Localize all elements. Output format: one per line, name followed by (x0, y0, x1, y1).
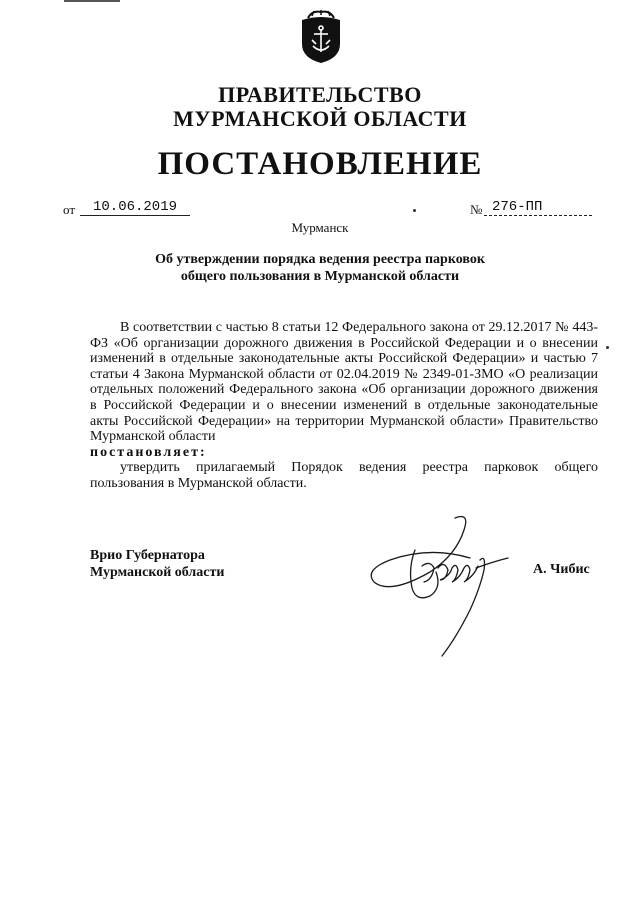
document-type-title: ПОСТАНОВЛЕНИЕ (157, 146, 483, 182)
preamble-paragraph: В соответствии с частью 8 статьи 12 Федерального закона от 29.12.2017 № 443-ФЗ «Об организации дорожного движения в Российской Федерации и о внесении изменений в отдельные законодательные акты Российской Федерации» и частью 7 статьи 4 Закона Мурманской области от 02.04.2019 № 2349-01-ЗМО «О реализации отдельных положений Федерального закона «Об организации дорожного движения в Российской Федерации и о внесении изменений в отдельные законодательные акты Российской Федерации» на территории Мурманской области» Правительство Мурманской области (90, 320, 598, 445)
scan-speck (606, 346, 609, 349)
resolution-paragraph: утвердить прилагаемый Порядок ведения реестра парковок общего пользования в Мурманской области. (90, 460, 598, 491)
date-label: от (63, 202, 76, 217)
document-date: 10.06.2019 (80, 199, 190, 216)
subject-line1: Об утверждении порядка ведения реестра парковок (155, 252, 485, 267)
signatory-position (90, 547, 224, 581)
coat-of-arms-icon (300, 10, 342, 64)
handwritten-signature (360, 510, 540, 660)
scan-edge-mark (64, 0, 120, 2)
number-label: № (470, 202, 483, 217)
document-body (90, 320, 598, 492)
document-number: 276-ПП (484, 199, 592, 216)
government-name-line1: ПРАВИТЕЛЬСТВО (218, 82, 422, 107)
signatory-position-line2: Мурманской области (90, 565, 225, 580)
signatory-name: А. Чибис (533, 562, 590, 577)
city-name: Мурманск (291, 220, 349, 235)
document-subject (0, 251, 640, 285)
government-name-line2: МУРМАНСКОЙ ОБЛАСТИ (173, 106, 467, 131)
decree-word: постановляет: (90, 444, 207, 460)
signatory-position-line1: Врио Губернатора (90, 548, 205, 563)
scan-speck (413, 209, 416, 212)
subject-line2: общего пользования в Мурманской области (180, 269, 460, 284)
